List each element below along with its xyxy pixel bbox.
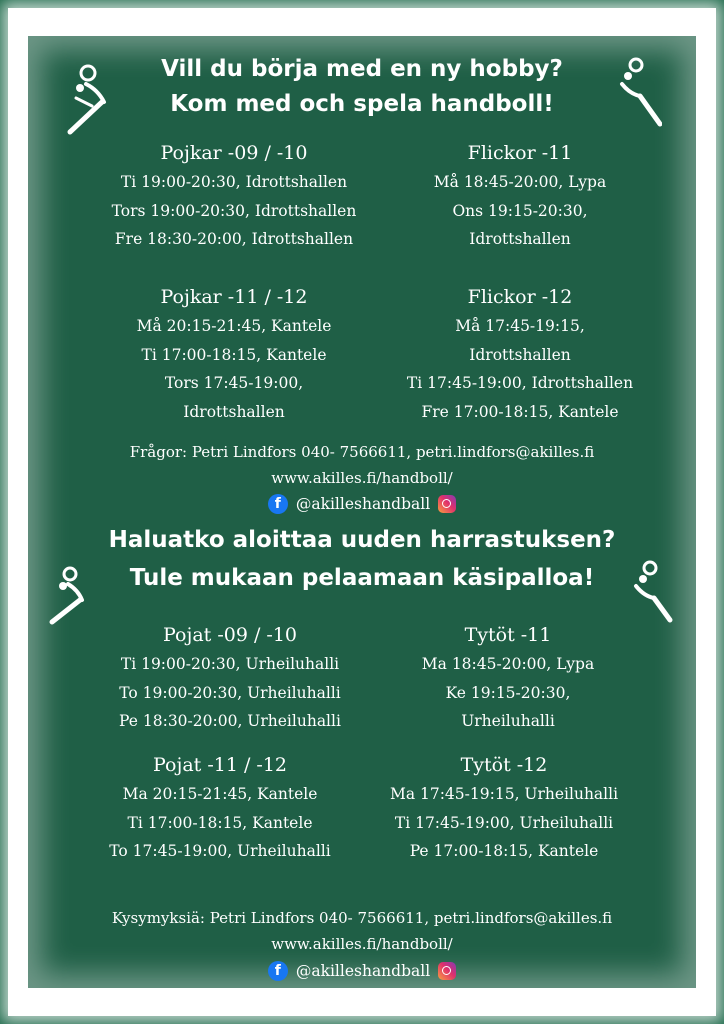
- instagram-icon[interactable]: [438, 962, 456, 980]
- schedule-line: Pe 18:30-20:00, Urheiluhalli: [119, 712, 341, 730]
- schedule-line: Må 18:45-20:00, Lypa: [433, 173, 607, 191]
- finnish-headline-1: Haluatko aloittaa uuden harrastuksen?: [108, 527, 616, 553]
- group-tytot-12: [344, 750, 664, 866]
- schedule-line: Ti 19:00-20:30, Urheiluhalli: [120, 655, 340, 673]
- swedish-headline-2: Kom med och spela handboll!: [170, 91, 554, 117]
- schedule-line: Idrottshallen: [469, 345, 571, 364]
- group-title: Tytöt -12: [460, 754, 548, 776]
- group-title: Pojkar -11 / -12: [160, 286, 308, 308]
- finnish-contact: Kysymyksiä: Petri Lindfors 040- 7566611, petri.lindfors@akilles.fi: [111, 909, 613, 927]
- social-handle[interactable]: @akilleshandball: [295, 495, 431, 513]
- schedule-line: Ma 20:15-21:45, Kantele: [122, 785, 318, 803]
- schedule-line: Ke 19:15-20:30,: [445, 683, 571, 702]
- schedule-line: Ti 17:00-18:15, Kantele: [141, 345, 327, 364]
- schedule-line: Ons 19:15-20:30,: [452, 201, 588, 220]
- schedule-line: Ti 17:45-19:00, Idrottshallen: [406, 374, 634, 392]
- schedule-line: To 19:00-20:30, Urheiluhalli: [119, 683, 341, 702]
- schedule-line: Pe 17:00-18:15, Kantele: [409, 842, 599, 860]
- swedish-contact: Frågor: Petri Lindfors 040- 7566611, petri.lindfors@akilles.fi: [129, 443, 595, 461]
- schedule-line: To 17:45-19:00, Urheiluhalli: [109, 842, 331, 860]
- group-title: Pojkar -09 / -10: [160, 142, 308, 164]
- swedish-social-row: [0, 490, 724, 517]
- facebook-icon[interactable]: f: [268, 494, 288, 514]
- social-handle[interactable]: @akilleshandball: [295, 962, 431, 980]
- schedule-line: Ma 17:45-19:15, Urheiluhalli: [389, 785, 619, 803]
- schedule-line: Urheiluhalli: [461, 712, 555, 730]
- group-title: Tytöt -11: [464, 624, 552, 646]
- swedish-headline-1: Vill du börja med en ny hobby?: [161, 56, 563, 82]
- schedule-line: Fre 17:00-18:15, Kantele: [421, 402, 619, 421]
- group-tytot-11: [348, 620, 668, 736]
- group-pojkar-09-10: [84, 138, 384, 254]
- group-flickor-11: [370, 138, 670, 254]
- schedule-line: Ti 17:45-19:00, Urheiluhalli: [394, 813, 614, 832]
- schedule-line: Må 17:45-19:15,: [455, 317, 585, 335]
- schedule-line: Ma 18:45-20:00, Lypa: [421, 655, 595, 673]
- finnish-headline-2: Tule mukaan pelaamaan käsipalloa!: [129, 565, 595, 591]
- finnish-social-row: [0, 957, 724, 984]
- schedule-line: Ti 19:00-20:30, Idrottshallen: [120, 173, 348, 191]
- group-title: Flickor -11: [467, 142, 573, 164]
- schedule-line: Ti 17:00-18:15, Kantele: [127, 813, 313, 832]
- schedule-line: Må 20:15-21:45, Kantele: [136, 317, 332, 335]
- schedule-line: Idrottshallen: [469, 230, 571, 248]
- group-pojat-11-12: [60, 750, 380, 866]
- group-title: Flickor -12: [467, 286, 573, 308]
- schedule-line: Tors 19:00-20:30, Idrottshallen: [111, 201, 357, 220]
- schedule-line: Fre 18:30-20:00, Idrottshallen: [114, 230, 354, 248]
- finnish-website-link[interactable]: www.akilles.fi/handboll/: [271, 935, 453, 953]
- group-pojkar-11-12: [84, 282, 384, 426]
- group-title: Pojat -09 / -10: [162, 624, 298, 646]
- schedule-line: Tors 17:45-19:00,: [164, 374, 304, 392]
- group-pojat-09-10: [70, 620, 390, 736]
- group-title: Pojat -11 / -12: [152, 754, 288, 776]
- swedish-website-link[interactable]: www.akilles.fi/handboll/: [271, 469, 453, 487]
- group-flickor-12: [352, 282, 688, 426]
- facebook-icon[interactable]: f: [268, 961, 288, 981]
- schedule-line: Idrottshallen: [183, 402, 285, 421]
- instagram-icon[interactable]: [438, 495, 456, 513]
